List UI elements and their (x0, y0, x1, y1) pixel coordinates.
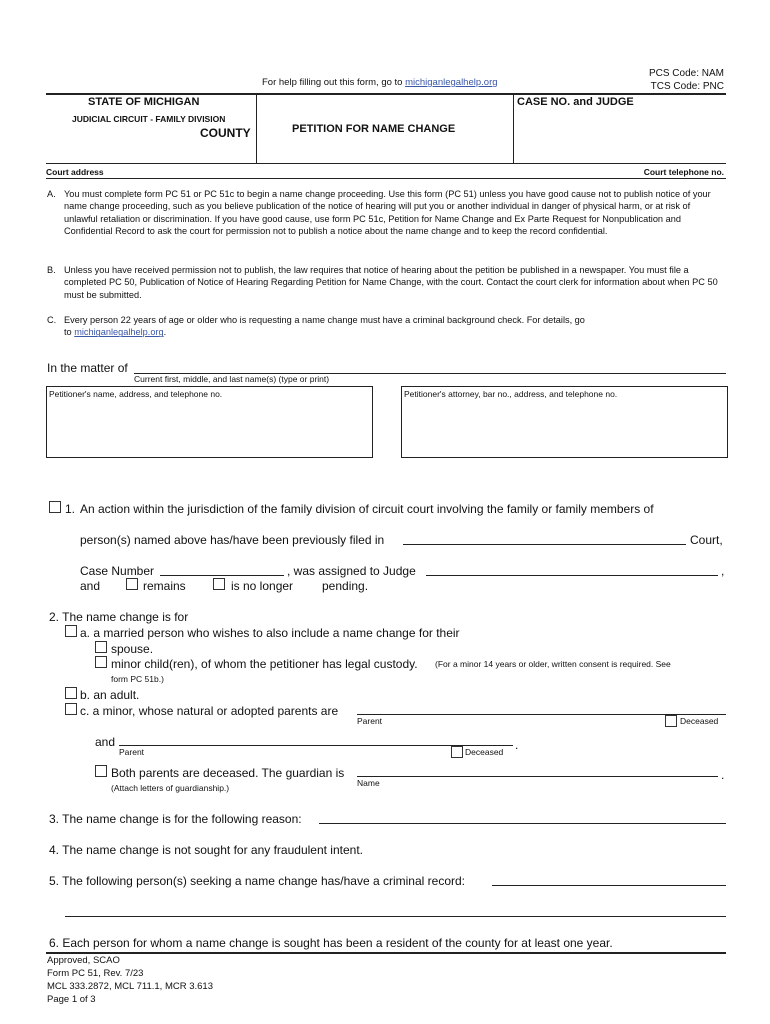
no-longer-label: is no longer (231, 579, 294, 593)
item1-and: and (80, 579, 101, 593)
spouse-label: spouse. (111, 642, 154, 656)
header-divider-left (256, 94, 257, 163)
item2b-label: b. an adult. (80, 688, 140, 702)
parent2-period: . (515, 738, 519, 752)
item1-judge-comma: , (721, 564, 725, 578)
matter-caption: Current first, middle, and last name(s) (type or print) (134, 374, 330, 384)
item2a-checkbox[interactable] (65, 625, 77, 637)
instruction-b (47, 264, 723, 302)
parent2-caption: Parent (119, 747, 145, 757)
item1-line1: An action within the jurisdiction of the family division of circuit court involving the family or family members of (80, 502, 654, 516)
no-longer-checkbox[interactable] (213, 578, 225, 590)
minor-child-note2: form PC 51b.) (111, 674, 164, 684)
attorney-box-label: Petitioner's attorney, bar no., address, and telephone no. (404, 389, 618, 399)
pending-label: pending. (322, 579, 369, 593)
minor-child-note: (For a minor 14 years or older, written consent is required. See (435, 659, 671, 669)
parent1-deceased-checkbox[interactable] (665, 715, 677, 727)
state-label: STATE OF MICHIGAN (88, 96, 200, 108)
instruction-c-text-line2: to (64, 327, 75, 338)
attorney-box[interactable] (401, 386, 728, 458)
item1-number: 1. (65, 502, 76, 516)
instruction-c-end: . (163, 327, 167, 338)
minor-child-checkbox[interactable] (95, 656, 107, 668)
instruction-c-line2 (64, 326, 723, 338)
spouse-checkbox[interactable] (95, 641, 107, 653)
circuit-label: JUDICIAL CIRCUIT - FAMILY DIVISION (72, 114, 226, 124)
item1-court-line[interactable] (403, 544, 686, 545)
footer-approved: Approved, SCAO (47, 955, 120, 966)
item1-case-number-line[interactable] (160, 575, 284, 576)
instruction-c (47, 314, 723, 340)
both-deceased-label: Both parents are deceased. The guardian is (111, 766, 345, 780)
guardian-line[interactable] (357, 776, 718, 777)
instruction-a-label: A. (47, 189, 56, 199)
instruction-a (47, 188, 723, 250)
item1-judge-line[interactable] (426, 575, 718, 576)
item2a-label: a. a married person who wishes to also include a name change for their (80, 626, 460, 640)
court-address-rule (46, 178, 726, 179)
item1-assigned: , was assigned to Judge (287, 564, 416, 578)
header-divider-right (513, 94, 514, 163)
footer-rule (46, 952, 726, 954)
footer-form: Form PC 51, Rev. 7/23 (47, 968, 144, 979)
guardian-period: . (721, 768, 725, 782)
help-link[interactable]: michiganlegalhelp.org (405, 77, 498, 88)
remains-checkbox[interactable] (126, 578, 138, 590)
guardian-caption: Name (357, 778, 380, 788)
header-bottom-rule (46, 163, 726, 164)
item3-reason-line[interactable] (319, 823, 726, 824)
instruction-c-text-line1: Every person 22 years of age or older who is requesting a name change must have a criminal background check. For details, go (64, 315, 585, 325)
help-prefix: For help filling out this form, go to (262, 77, 406, 88)
county-label: COUNTY (200, 126, 251, 140)
item5-line2[interactable] (65, 916, 726, 917)
footer-page: Page 1 of 3 (47, 994, 96, 1005)
item1-checkbox[interactable] (49, 501, 61, 513)
petitioner-box[interactable] (46, 386, 373, 458)
item5-label: 5. The following person(s) seeking a name change has/have a criminal record: (49, 874, 466, 888)
item4-label: 4. The name change is not sought for any fraudulent intent. (49, 843, 363, 857)
item1-court-suffix: Court, (690, 533, 723, 547)
item1-case-number-label: Case Number (80, 564, 155, 578)
instruction-a-text: You must complete form PC 51 or PC 51c to begin a name change proceeding. Use this form (PC 51) unless you have good cause not to publish notice of your name change proceeding, such as you believe publication of the notice of hearing will put you or another individual in danger of physical harm, or at risk of unlawful retaliation or discrimination. If you have good cause, use form PC 51c, Petition for Name Change and Ex Parte Request for Nonpublication and Confidential Record to ask the court for permission not to publish a notice about the name change and to keep the record confidential. (64, 189, 711, 237)
remains-label: remains (143, 579, 186, 593)
item2c-label: c. a minor, whose natural or adopted parents are (80, 704, 339, 718)
case-label: CASE NO. and JUDGE (517, 96, 634, 108)
parent1-caption: Parent (357, 716, 383, 726)
item6-label: 6. Each person for whom a name change is sought has been a resident of the county for at least one year. (49, 936, 613, 950)
instruction-c-label: C. (47, 315, 57, 325)
item2-intro: 2. The name change is for (49, 610, 189, 624)
header-top-rule (46, 93, 726, 95)
instruction-b-text: Unless you have received permission not to publish, the law requires that notice of hearing about the petition be published in a newspaper. You must file a completed PC 50, Publication of Notice of Hearing Regarding Petition for Name Change, with the court. Contact the court clerk for information about when PC 50 must be submitted. (64, 265, 718, 300)
matter-prefix: In the matter of (47, 361, 128, 375)
parent2-deceased-checkbox[interactable] (451, 746, 463, 758)
court-phone-label: Court telephone no. (643, 167, 724, 177)
item1-line2: person(s) named above has/have been previously filed in (80, 533, 385, 547)
footer-mcl: MCL 333.2872, MCL 711.1, MCR 3.613 (47, 981, 213, 992)
guardian-attach-note: (Attach letters of guardianship.) (111, 783, 230, 793)
instruction-b-label: B. (47, 265, 56, 275)
minor-child-label: minor child(ren), of whom the petitioner has legal custody. (111, 657, 418, 671)
court-address-label: Court address (46, 167, 104, 177)
item2c-checkbox[interactable] (65, 703, 77, 715)
tcs-code: TCS Code: PNC (650, 81, 724, 92)
both-deceased-checkbox[interactable] (95, 765, 107, 777)
petitioner-box-label: Petitioner's name, address, and telephone no. (49, 389, 223, 399)
item3-label: 3. The name change is for the following reason: (49, 812, 302, 826)
item2b-checkbox[interactable] (65, 687, 77, 699)
pcs-code: PCS Code: NAM (648, 68, 724, 79)
form-title: PETITION FOR NAME CHANGE (292, 123, 456, 135)
parent2-and: and (95, 735, 116, 749)
help-text (262, 77, 498, 89)
instruction-c-link[interactable]: michiganlegalhelp.org (74, 327, 164, 338)
parent1-deceased-label: Deceased (680, 716, 719, 726)
parent2-deceased-label: Deceased (465, 747, 504, 757)
item5-line1[interactable] (492, 885, 726, 886)
